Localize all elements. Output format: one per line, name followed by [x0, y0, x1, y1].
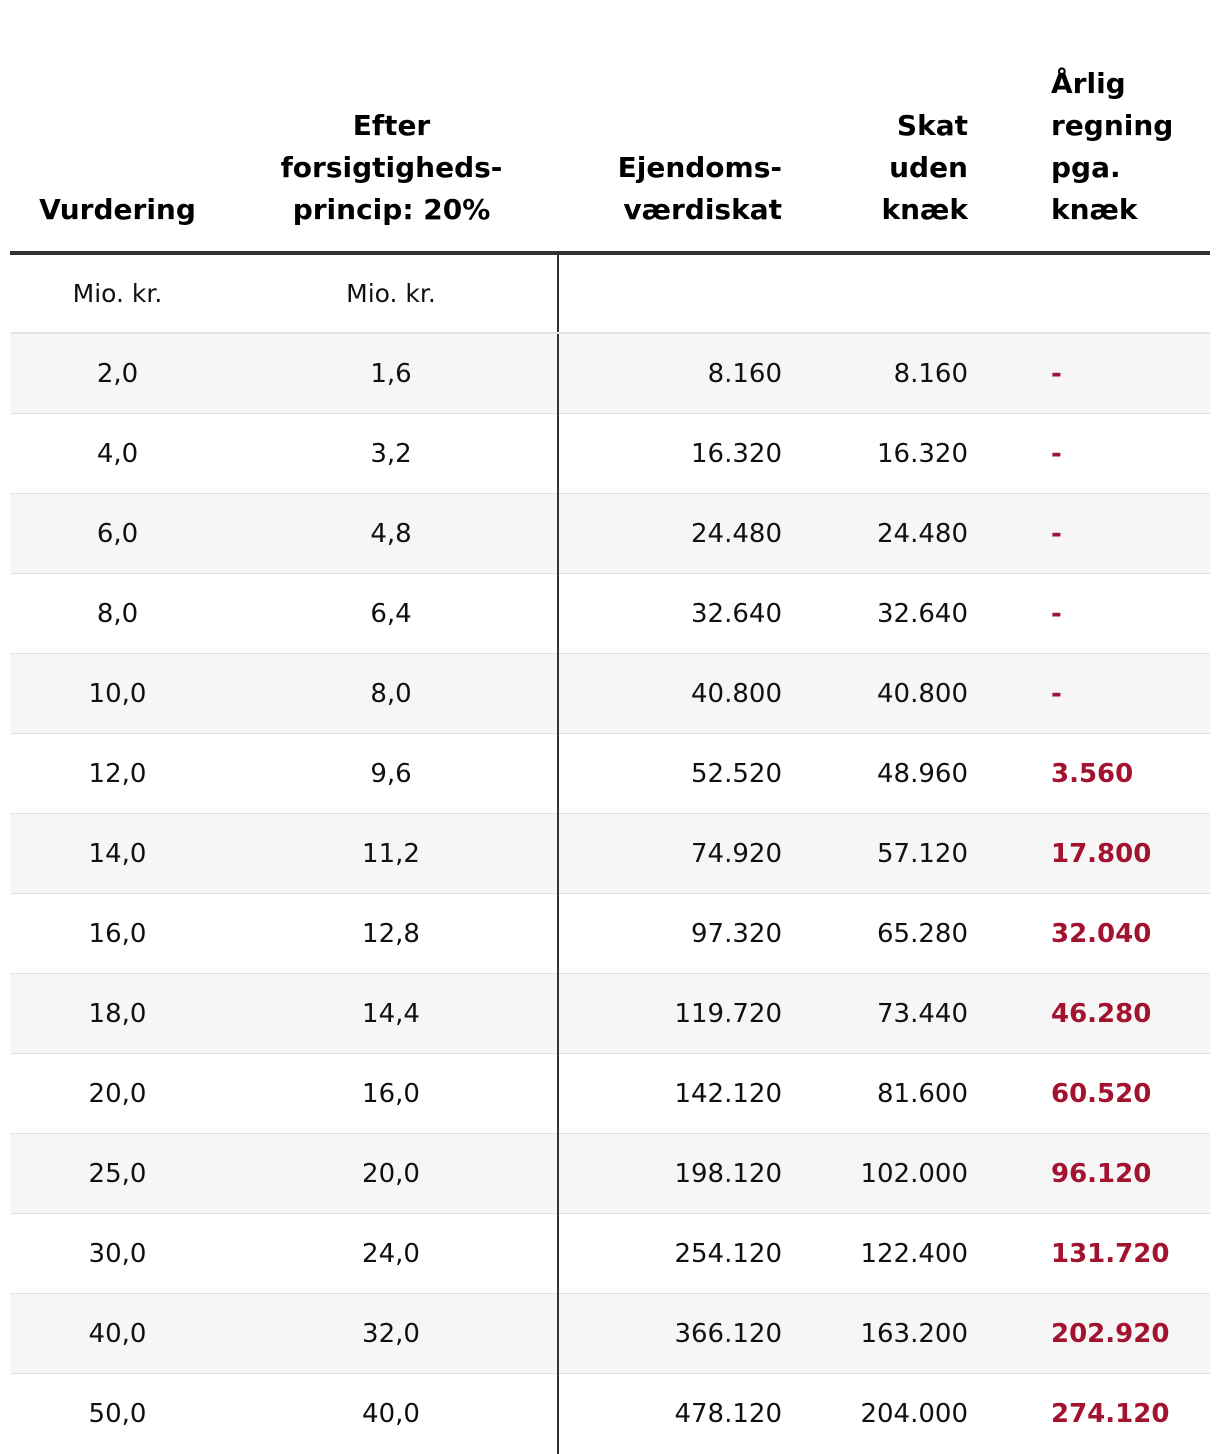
- cell-skat-uden-knaek: 102.000: [784, 1134, 987, 1214]
- table-row: [10, 414, 1210, 494]
- header-ejendom-line: Ejendoms-: [558, 147, 782, 189]
- cell-skat-uden-knaek: 122.400: [784, 1214, 987, 1294]
- header-aarlig-line: regning: [1051, 105, 1210, 147]
- table-row: [10, 1214, 1210, 1294]
- cell-skat-uden-knaek: 16.320: [784, 414, 987, 494]
- header-efter-line: Efter: [225, 105, 558, 147]
- cell-ejendomsvaerdiskat: 142.120: [558, 1054, 784, 1134]
- header-row: [10, 0, 1210, 253]
- cell-vurdering: 8,0: [10, 574, 225, 654]
- cell-ejendomsvaerdiskat: 119.720: [558, 974, 784, 1054]
- cell-skat-uden-knaek: 81.600: [784, 1054, 987, 1134]
- cell-aarlig-regning: -: [987, 654, 1210, 734]
- cell-aarlig-regning: -: [987, 574, 1210, 654]
- cell-ejendomsvaerdiskat: 40.800: [558, 654, 784, 734]
- cell-skat-uden-knaek: 24.480: [784, 494, 987, 574]
- unit-cell-skat: [784, 253, 987, 333]
- cell-ejendomsvaerdiskat: 24.480: [558, 494, 784, 574]
- cell-skat-uden-knaek: 40.800: [784, 654, 987, 734]
- cell-efter: 16,0: [225, 1054, 558, 1134]
- cell-skat-uden-knaek: 73.440: [784, 974, 987, 1054]
- table-body: [10, 253, 1210, 1454]
- cell-ejendomsvaerdiskat: 198.120: [558, 1134, 784, 1214]
- cell-ejendomsvaerdiskat: 8.160: [558, 333, 784, 414]
- unit-cell-efter: Mio. kr.: [225, 253, 558, 333]
- cell-aarlig-regning: 60.520: [987, 1054, 1210, 1134]
- cell-skat-uden-knaek: 204.000: [784, 1374, 987, 1454]
- cell-vurdering: 14,0: [10, 814, 225, 894]
- unit-cell-aarlig: [987, 253, 1210, 333]
- cell-aarlig-regning: 202.920: [987, 1294, 1210, 1374]
- unit-cell-ejendom: [558, 253, 784, 333]
- header-ejendomsvaerdiskat: [558, 0, 784, 253]
- cell-ejendomsvaerdiskat: 97.320: [558, 894, 784, 974]
- header-skat-line: uden: [784, 147, 968, 189]
- table-row: [10, 734, 1210, 814]
- cell-ejendomsvaerdiskat: 74.920: [558, 814, 784, 894]
- table-header: [10, 0, 1210, 253]
- table-row: [10, 894, 1210, 974]
- cell-skat-uden-knaek: 65.280: [784, 894, 987, 974]
- table-row: [10, 333, 1210, 414]
- table-row: [10, 1294, 1210, 1374]
- cell-efter: 8,0: [225, 654, 558, 734]
- cell-aarlig-regning: 96.120: [987, 1134, 1210, 1214]
- cell-aarlig-regning: 3.560: [987, 734, 1210, 814]
- header-efter-line: forsigtigheds-: [225, 147, 558, 189]
- cell-efter: 32,0: [225, 1294, 558, 1374]
- table-row: [10, 494, 1210, 574]
- header-ejendom-line: værdiskat: [558, 189, 782, 231]
- header-skat-line: knæk: [784, 189, 968, 231]
- table-row: [10, 974, 1210, 1054]
- cell-aarlig-regning: 17.800: [987, 814, 1210, 894]
- cell-skat-uden-knaek: 8.160: [784, 333, 987, 414]
- cell-efter: 11,2: [225, 814, 558, 894]
- cell-efter: 20,0: [225, 1134, 558, 1214]
- table-row: [10, 1054, 1210, 1134]
- header-vurdering: [10, 0, 225, 253]
- cell-vurdering: 20,0: [10, 1054, 225, 1134]
- cell-skat-uden-knaek: 57.120: [784, 814, 987, 894]
- cell-aarlig-regning: -: [987, 414, 1210, 494]
- cell-aarlig-regning: 274.120: [987, 1374, 1210, 1454]
- cell-efter: 24,0: [225, 1214, 558, 1294]
- cell-vurdering: 30,0: [10, 1214, 225, 1294]
- cell-efter: 6,4: [225, 574, 558, 654]
- header-skat-line: Skat: [784, 105, 968, 147]
- cell-vurdering: 2,0: [10, 333, 225, 414]
- header-skat-uden-knaek: [784, 0, 987, 253]
- cell-aarlig-regning: 32.040: [987, 894, 1210, 974]
- cell-vurdering: 25,0: [10, 1134, 225, 1214]
- cell-skat-uden-knaek: 48.960: [784, 734, 987, 814]
- cell-aarlig-regning: 131.720: [987, 1214, 1210, 1294]
- cell-vurdering: 40,0: [10, 1294, 225, 1374]
- cell-ejendomsvaerdiskat: 478.120: [558, 1374, 784, 1454]
- unit-cell-vurdering: Mio. kr.: [10, 253, 225, 333]
- cell-vurdering: 50,0: [10, 1374, 225, 1454]
- cell-efter: 1,6: [225, 333, 558, 414]
- cell-ejendomsvaerdiskat: 52.520: [558, 734, 784, 814]
- cell-ejendomsvaerdiskat: 16.320: [558, 414, 784, 494]
- cell-vurdering: 12,0: [10, 734, 225, 814]
- cell-efter: 4,8: [225, 494, 558, 574]
- cell-efter: 3,2: [225, 414, 558, 494]
- table-row: [10, 814, 1210, 894]
- tax-table-container: [10, 0, 1210, 1454]
- header-aarlig-line: pga.: [1051, 147, 1210, 189]
- header-vurdering-line: Vurdering: [10, 189, 225, 231]
- cell-skat-uden-knaek: 32.640: [784, 574, 987, 654]
- header-aarlig-line: knæk: [1051, 189, 1210, 231]
- cell-ejendomsvaerdiskat: 32.640: [558, 574, 784, 654]
- header-aarlig-line: Årlig: [1051, 63, 1210, 105]
- cell-vurdering: 16,0: [10, 894, 225, 974]
- cell-aarlig-regning: 46.280: [987, 974, 1210, 1054]
- cell-vurdering: 18,0: [10, 974, 225, 1054]
- cell-ejendomsvaerdiskat: 366.120: [558, 1294, 784, 1374]
- cell-aarlig-regning: -: [987, 494, 1210, 574]
- header-aarlig-regning: [987, 0, 1210, 253]
- cell-efter: 9,6: [225, 734, 558, 814]
- table-row: [10, 654, 1210, 734]
- property-tax-table: [10, 0, 1210, 1454]
- cell-ejendomsvaerdiskat: 254.120: [558, 1214, 784, 1294]
- cell-aarlig-regning: -: [987, 333, 1210, 414]
- header-efter-line: princip: 20%: [225, 189, 558, 231]
- cell-efter: 40,0: [225, 1374, 558, 1454]
- table-row: [10, 1134, 1210, 1214]
- cell-vurdering: 6,0: [10, 494, 225, 574]
- cell-vurdering: 10,0: [10, 654, 225, 734]
- cell-efter: 12,8: [225, 894, 558, 974]
- cell-skat-uden-knaek: 163.200: [784, 1294, 987, 1374]
- table-row: [10, 574, 1210, 654]
- unit-row: [10, 253, 1210, 333]
- cell-vurdering: 4,0: [10, 414, 225, 494]
- cell-efter: 14,4: [225, 974, 558, 1054]
- header-efter-forsigtighedsprincip: [225, 0, 558, 253]
